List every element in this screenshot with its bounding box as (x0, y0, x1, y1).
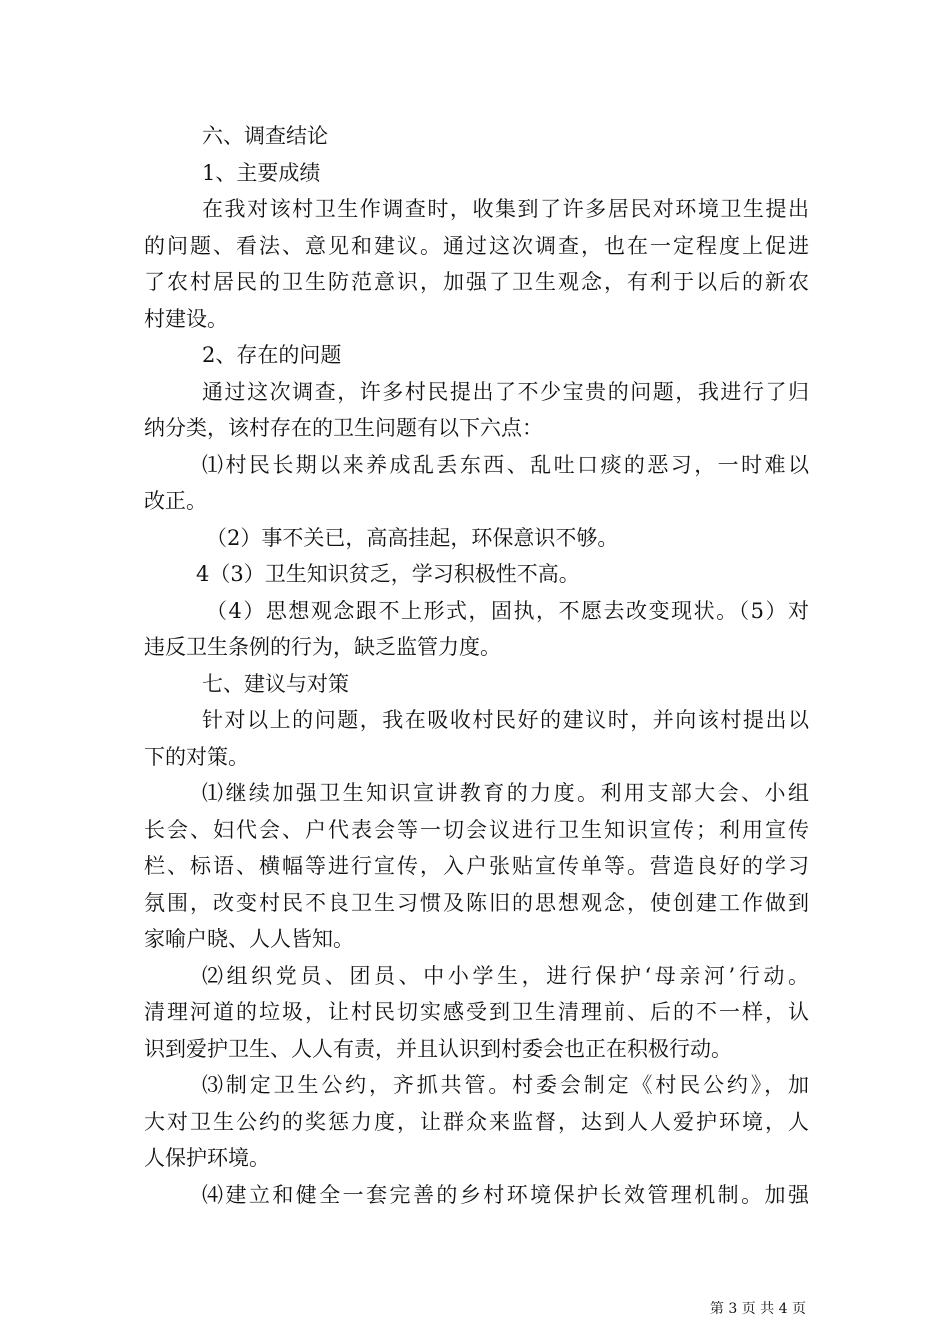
paragraph-line: 村建设。 (144, 306, 228, 331)
list-item-line: 改正。 (144, 489, 207, 513)
list-item-line: ⑴村民长期以来养成乱丢东西、乱吐口痰的恶习，一时难以 (202, 452, 809, 477)
list-item-line: 4（3）卫生知识贫乏，学习积极性不高。 (196, 562, 580, 586)
document-body (144, 118, 809, 1213)
list-item-line: 人保护环境。 (144, 1146, 270, 1170)
paragraph-line: 的问题、看法、意见和建议。通过这次调查，也在一定程度上促进 (144, 233, 809, 258)
list-item-line: 清理河道的垃圾，让村民切实感受到卫生清理前、后的不一样，认 (144, 1000, 809, 1024)
section-heading-suggestions: 七、建议与对策 (202, 671, 349, 696)
paragraph-line: 纳分类，该村存在的卫生问题有以下六点： (144, 416, 543, 440)
list-item-line: ⑴继续加强卫生知识宣讲教育的力度。利用支部大会、小组 (202, 781, 809, 805)
paragraph-line: 针对以上的问题，我在吸收村民好的建议时，并向该村提出以 (202, 708, 809, 732)
paragraph-line: 通过这次调查，许多村民提出了不少宝贵的问题，我进行了归 (202, 379, 809, 404)
list-item-line: ⑷建立和健全一套完善的乡村环境保护长效管理机制。加强 (202, 1182, 809, 1207)
list-item-line: ⑶制定卫生公约，齐抓共管。村委会制定《村民公约》，加 (202, 1073, 809, 1097)
list-item-line: 氛围，改变村民不良卫生习惯及陈旧的思想观念，使创建工作做到 (144, 890, 809, 915)
list-item-line: 家喻户晓、人人皆知。 (144, 927, 354, 951)
list-item-line: 大对卫生公约的奖惩力度，让群众来监督，达到人人爱护环境，人 (144, 1109, 809, 1134)
list-item-line: 违反卫生条例的行为，缺乏监管力度。 (144, 635, 501, 659)
list-item-line: 识到爱护卫生、人人有责，并且认识到村委会也正在积极行动。 (144, 1036, 732, 1061)
paragraph-line: 在我对该村卫生作调查时，收集到了许多居民对环境卫生提出 (202, 197, 809, 221)
section-heading-conclusion: 六、调查结论 (202, 124, 328, 148)
list-item-line: （2）事不关已，高高挂起，环保意识不够。 (206, 525, 619, 550)
subheading-achievements: 1、主要成绩 (202, 160, 321, 185)
paragraph-line: 下的对策。 (144, 744, 249, 769)
list-item-line: （4）思想观念跟不上形式，固执，不愿去改变现状。（5）对 (206, 598, 809, 623)
list-item-line: ⑵组织党员、团员、中小学生，进行保护‘母亲河’行动。 (202, 963, 809, 988)
page-number-footer: 第 3 页 共 4 页 (709, 1301, 806, 1317)
list-item-line: 栏、标语、横幅等进行宣传，入户张贴宣传单等。营造良好的学习 (144, 854, 809, 878)
subheading-problems: 2、存在的问题 (202, 343, 342, 367)
list-item-line: 长会、妇代会、户代表会等一切会议进行卫生知识宣传；利用宣传 (144, 817, 809, 842)
paragraph-line: 了农村居民的卫生防范意识，加强了卫生观念，有利于以后的新农 (144, 270, 809, 294)
